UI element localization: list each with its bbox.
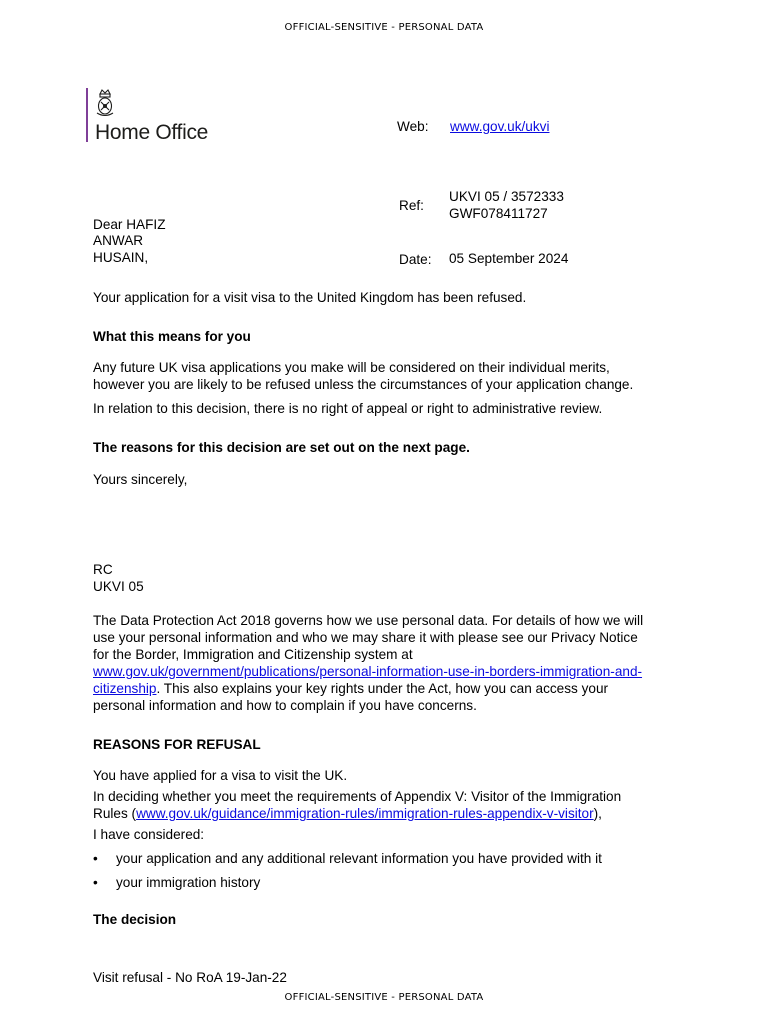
- footer-note: Visit refusal - No RoA 19-Jan-22: [93, 970, 287, 985]
- dpa-line5-text: . This also explains your key rights under the Act, how you can access your: [156, 681, 609, 696]
- dpa-line2: use your personal information and who we may share it with please see our Privacy Notice: [93, 630, 638, 645]
- ref-number: UKVI 05 / 3572333: [449, 189, 564, 204]
- bullet-icon: •: [93, 851, 98, 866]
- deciding-line2: [93, 805, 678, 822]
- date-label: Date:: [399, 252, 432, 267]
- web-link[interactable]: www.gov.uk/ukvi: [450, 119, 550, 134]
- future-applications-line1: Any future UK visa applications you make will be considered on their individual merits,: [93, 360, 610, 375]
- date-value: 05 September 2024: [449, 251, 569, 266]
- web-label: Web:: [397, 119, 429, 134]
- list-item: [93, 850, 678, 874]
- classification-top: OFFICIAL-SENSITIVE - PERSONAL DATA: [284, 22, 484, 33]
- considered-list: [93, 850, 678, 898]
- list-item: [93, 874, 678, 898]
- dpa-line3: for the Border, Immigration and Citizenship system at: [93, 647, 413, 662]
- salutation-line3: HUSAIN,: [93, 250, 149, 265]
- appeal-statement: In relation to this decision, there is no right of appeal or right to administrative review.: [93, 401, 603, 416]
- signatory-unit: UKVI 05: [93, 579, 144, 594]
- what-this-means-heading: What this means for you: [93, 329, 251, 344]
- deciding-line1: In deciding whether you meet the requirements of Appendix V: Visitor of the Immigration: [93, 789, 622, 804]
- dpa-line6: personal information and how to complain if you have concerns.: [93, 698, 477, 713]
- appendix-v-link[interactable]: www.gov.uk/guidance/immigration-rules/immigration-rules-appendix-v-visitor: [136, 806, 594, 821]
- decision-heading: The decision: [93, 912, 177, 927]
- future-applications-line2: however you are likely to be refused unless the circumstances of your application change.: [93, 377, 634, 392]
- reasons-note: The reasons for this decision are set out on the next page.: [93, 440, 470, 455]
- reasons-for-refusal-heading: REASONS FOR REFUSAL: [93, 737, 261, 752]
- rules-suffix: ),: [593, 806, 602, 821]
- list-item-text: your immigration history: [116, 875, 261, 890]
- applied-statement: You have applied for a visa to visit the UK.: [93, 768, 348, 783]
- bullet-icon: •: [93, 875, 98, 890]
- gwf-number: GWF078411727: [449, 206, 548, 221]
- closing: Yours sincerely,: [93, 472, 188, 487]
- salutation-line2: ANWAR: [93, 233, 144, 248]
- salutation-line1: Dear HAFIZ: [93, 217, 166, 232]
- privacy-notice-link[interactable]: www.gov.uk/government/publications/personal-information-use-in-borders-immigration-and-: [93, 664, 643, 679]
- signatory-initials: RC: [93, 562, 113, 577]
- home-office-logo: Home Office: [95, 121, 209, 144]
- list-item-text: your application and any additional relevant information you have provided with it: [116, 851, 602, 866]
- royal-crest-icon: [94, 88, 116, 118]
- dpa-line1: The Data Protection Act 2018 governs how we use personal data. For details of how we will: [93, 613, 644, 628]
- considered-label: I have considered:: [93, 827, 205, 842]
- logo-accent-bar: [86, 88, 88, 142]
- classification-bottom: OFFICIAL-SENSITIVE - PERSONAL DATA: [284, 992, 484, 1003]
- refusal-intro: Your application for a visit visa to the United Kingdom has been refused.: [93, 290, 527, 305]
- ref-label: Ref:: [399, 198, 424, 213]
- rules-prefix: Rules (: [93, 806, 137, 821]
- dpa-line5: [93, 680, 678, 697]
- privacy-notice-link-cont[interactable]: citizenship: [93, 681, 157, 696]
